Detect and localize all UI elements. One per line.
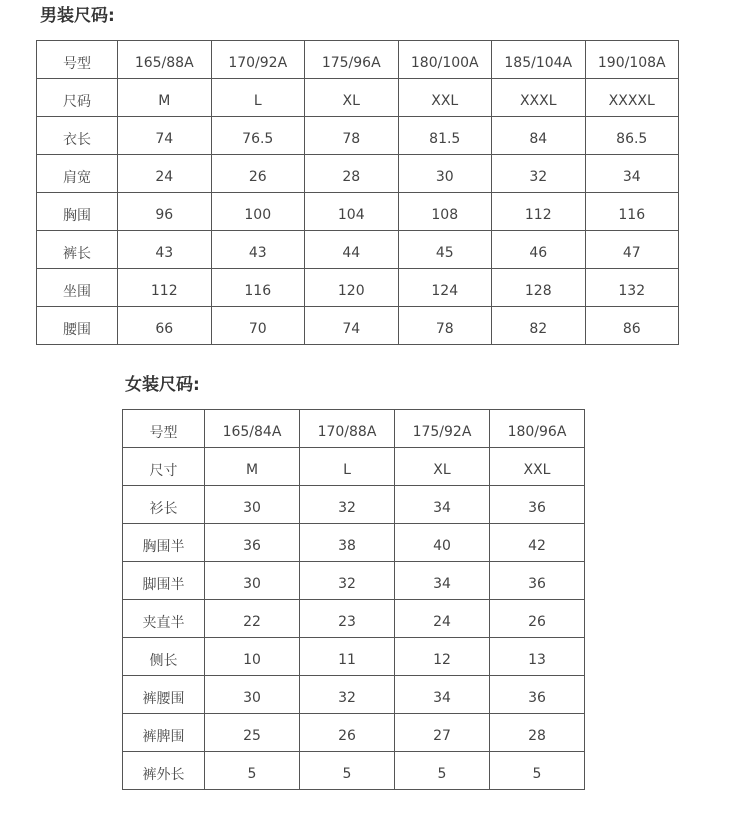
men-table-cell: L — [211, 79, 305, 117]
women-table-row — [123, 448, 585, 486]
men-row-label: 号型 — [37, 41, 118, 79]
women-table-cell: 24 — [395, 600, 490, 638]
men-table-row — [37, 193, 679, 231]
men-table-cell: 180/100A — [398, 41, 492, 79]
women-table-cell: 30 — [205, 676, 300, 714]
men-table-cell: 86 — [585, 307, 679, 345]
men-table-cell: 185/104A — [492, 41, 586, 79]
women-size-table — [122, 409, 585, 790]
women-table-cell: 26 — [300, 714, 395, 752]
women-table-cell: XL — [395, 448, 490, 486]
men-table-row — [37, 155, 679, 193]
women-table-cell: 36 — [490, 562, 585, 600]
women-table-cell: 165/84A — [205, 410, 300, 448]
men-table-cell: 100 — [211, 193, 305, 231]
men-table-cell: 96 — [118, 193, 212, 231]
men-table-cell: 132 — [585, 269, 679, 307]
women-table-cell: 42 — [490, 524, 585, 562]
men-table-cell: 104 — [305, 193, 399, 231]
men-table-cell: XL — [305, 79, 399, 117]
women-table-cell: 22 — [205, 600, 300, 638]
women-table-cell: 180/96A — [490, 410, 585, 448]
women-table-cell: 5 — [205, 752, 300, 790]
women-table-row — [123, 638, 585, 676]
women-table-row — [123, 714, 585, 752]
men-table-cell: 46 — [492, 231, 586, 269]
men-table-cell: 84 — [492, 117, 586, 155]
women-table-row — [123, 562, 585, 600]
men-table-cell: 74 — [118, 117, 212, 155]
women-table-cell: 30 — [205, 486, 300, 524]
men-table-row — [37, 41, 679, 79]
men-table-cell: 74 — [305, 307, 399, 345]
women-table-cell: 10 — [205, 638, 300, 676]
women-table-cell: 175/92A — [395, 410, 490, 448]
men-table-cell: 34 — [585, 155, 679, 193]
women-table-cell: 5 — [490, 752, 585, 790]
men-table-row — [37, 307, 679, 345]
men-row-label: 肩宽 — [37, 155, 118, 193]
men-table-cell: 120 — [305, 269, 399, 307]
women-table-cell: 27 — [395, 714, 490, 752]
men-table-cell: 47 — [585, 231, 679, 269]
women-table-cell: L — [300, 448, 395, 486]
women-table-cell: 25 — [205, 714, 300, 752]
men-table-cell: 170/92A — [211, 41, 305, 79]
women-table-cell: 34 — [395, 676, 490, 714]
women-table-cell: 36 — [205, 524, 300, 562]
women-table-cell: XXL — [490, 448, 585, 486]
men-table-row — [37, 269, 679, 307]
women-table-cell: 26 — [490, 600, 585, 638]
men-table-cell: 112 — [118, 269, 212, 307]
women-row-label: 侧长 — [123, 638, 205, 676]
women-table-row — [123, 752, 585, 790]
men-table-cell: 82 — [492, 307, 586, 345]
women-table-row — [123, 524, 585, 562]
women-row-label: 衫长 — [123, 486, 205, 524]
women-table-row — [123, 600, 585, 638]
men-table-cell: 190/108A — [585, 41, 679, 79]
men-table-row — [37, 231, 679, 269]
women-table-cell: 36 — [490, 676, 585, 714]
men-table-cell: 112 — [492, 193, 586, 231]
men-table-cell: 78 — [398, 307, 492, 345]
women-row-label: 裤外长 — [123, 752, 205, 790]
men-table-cell: 81.5 — [398, 117, 492, 155]
women-table-cell: 5 — [395, 752, 490, 790]
men-table-cell: 86.5 — [585, 117, 679, 155]
men-table-cell: 44 — [305, 231, 399, 269]
men-table-cell: 165/88A — [118, 41, 212, 79]
women-table-cell: 5 — [300, 752, 395, 790]
men-table-cell: 76.5 — [211, 117, 305, 155]
women-row-label: 胸围半 — [123, 524, 205, 562]
women-table-cell: 34 — [395, 562, 490, 600]
women-table-cell: 11 — [300, 638, 395, 676]
men-table-cell: 108 — [398, 193, 492, 231]
men-row-label: 衣长 — [37, 117, 118, 155]
men-table-cell: 30 — [398, 155, 492, 193]
women-table-cell: 36 — [490, 486, 585, 524]
men-table-cell: 70 — [211, 307, 305, 345]
women-table-cell: 170/88A — [300, 410, 395, 448]
men-table-cell: 116 — [211, 269, 305, 307]
women-table-cell: 38 — [300, 524, 395, 562]
women-size-title: 女装尺码: — [125, 375, 200, 395]
women-table-cell: 12 — [395, 638, 490, 676]
men-row-label: 尺码 — [37, 79, 118, 117]
men-table-cell: 24 — [118, 155, 212, 193]
men-table-cell: 128 — [492, 269, 586, 307]
women-table-cell: 13 — [490, 638, 585, 676]
men-table-cell: 116 — [585, 193, 679, 231]
women-row-label: 尺寸 — [123, 448, 205, 486]
women-table-row — [123, 486, 585, 524]
women-row-label: 脚围半 — [123, 562, 205, 600]
men-table-cell: XXXXL — [585, 79, 679, 117]
men-table-cell: 28 — [305, 155, 399, 193]
women-table-cell: 40 — [395, 524, 490, 562]
men-table-cell: 26 — [211, 155, 305, 193]
men-table-cell: XXXL — [492, 79, 586, 117]
women-table-cell: 32 — [300, 562, 395, 600]
men-size-title: 男装尺码: — [40, 6, 115, 26]
women-table-cell: 34 — [395, 486, 490, 524]
women-table-cell: 32 — [300, 486, 395, 524]
women-table-row — [123, 676, 585, 714]
men-row-label: 腰围 — [37, 307, 118, 345]
women-row-label: 裤脾围 — [123, 714, 205, 752]
men-table-cell: XXL — [398, 79, 492, 117]
men-table-cell: 175/96A — [305, 41, 399, 79]
men-table-cell: 45 — [398, 231, 492, 269]
men-row-label: 胸围 — [37, 193, 118, 231]
men-row-label: 坐围 — [37, 269, 118, 307]
men-table-cell: 78 — [305, 117, 399, 155]
men-table-row — [37, 117, 679, 155]
men-table-cell: 124 — [398, 269, 492, 307]
men-table-cell: M — [118, 79, 212, 117]
women-table-cell: M — [205, 448, 300, 486]
women-table-cell: 28 — [490, 714, 585, 752]
men-size-table — [36, 40, 679, 345]
men-row-label: 裤长 — [37, 231, 118, 269]
men-table-cell: 43 — [118, 231, 212, 269]
women-table-cell: 30 — [205, 562, 300, 600]
women-table-cell: 23 — [300, 600, 395, 638]
women-row-label: 夹直半 — [123, 600, 205, 638]
men-table-cell: 66 — [118, 307, 212, 345]
men-table-cell: 32 — [492, 155, 586, 193]
men-table-cell: 43 — [211, 231, 305, 269]
women-table-cell: 32 — [300, 676, 395, 714]
men-table-row — [37, 79, 679, 117]
women-row-label: 号型 — [123, 410, 205, 448]
women-table-row — [123, 410, 585, 448]
women-row-label: 裤腰围 — [123, 676, 205, 714]
